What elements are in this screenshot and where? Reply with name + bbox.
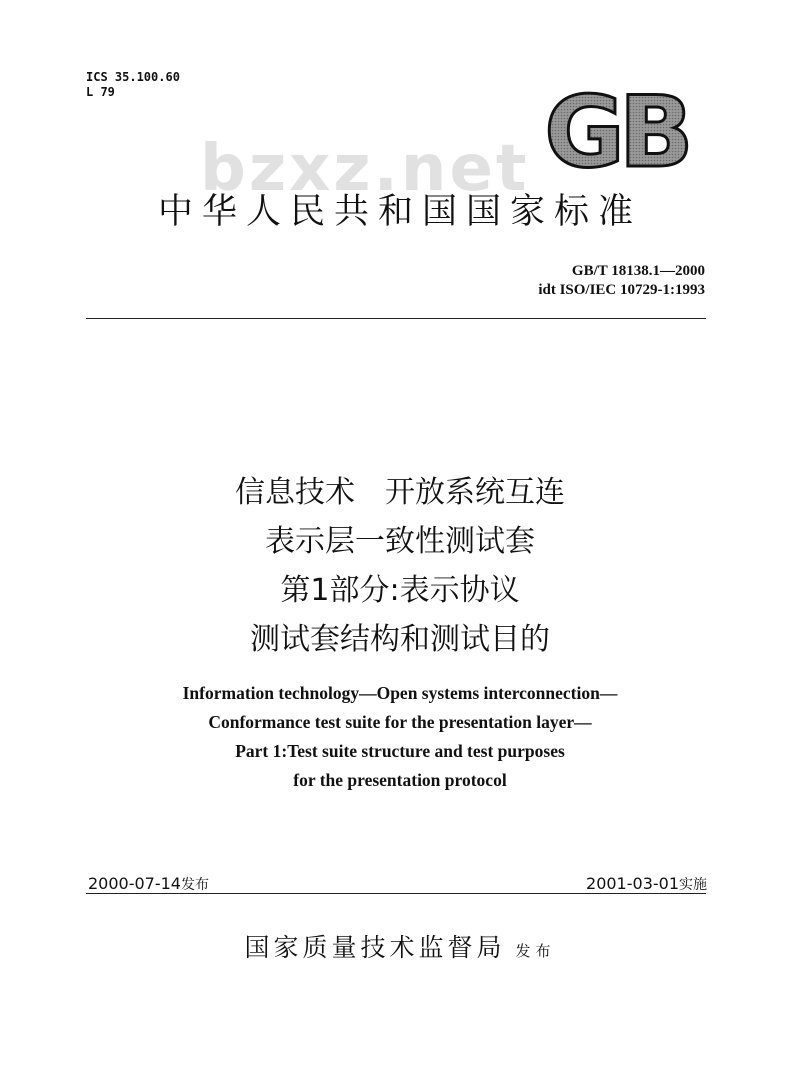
- chinese-title-line: 第1部分:表示协议: [280, 573, 520, 608]
- standard-number: GB/T 18138.1—2000: [571, 263, 705, 279]
- english-title: [0, 679, 800, 795]
- chinese-title-line: 测试套结构和测试目的: [250, 622, 550, 657]
- standard-codes: [538, 262, 705, 300]
- english-title-line: for the presentation protocol: [293, 770, 507, 790]
- chinese-title: [0, 468, 800, 664]
- english-title-line: Conformance test suite for the presentation layer—: [208, 712, 592, 732]
- identical-standard: idt ISO/IEC 10729-1:1993: [538, 282, 705, 298]
- issuer-publish-label: 发布: [515, 942, 556, 960]
- english-title-line: Information technology—Open systems interconnection—: [182, 683, 618, 703]
- chinese-title-line: 信息技术 开放系统互连: [235, 475, 565, 510]
- gb-logo-text: GB: [544, 90, 688, 172]
- ics-code: ICS 35.100.60: [86, 70, 180, 84]
- national-standard-title: 中华人民共和国国家标准: [157, 192, 642, 232]
- english-title-line: Part 1:Test suite structure and test purposes: [235, 741, 565, 761]
- implementation-date-label: 实施: [679, 877, 707, 893]
- issue-date: [88, 874, 209, 894]
- issue-date-label: 发布: [180, 877, 209, 893]
- chinese-title-line: 表示层一致性测试套: [265, 524, 535, 559]
- issuer-organization: 国家质量技术监督局: [244, 933, 506, 962]
- issue-date-value: 2000-07-14: [88, 874, 181, 893]
- bottom-divider: [86, 893, 706, 894]
- watermark: bzxz.net: [200, 132, 530, 206]
- classification-codes: [86, 70, 180, 100]
- issuer: [0, 928, 800, 964]
- implementation-date-value: 2001-03-01: [586, 874, 679, 893]
- implementation-date: [586, 874, 707, 894]
- gb-logo: [536, 90, 696, 172]
- top-divider: [86, 318, 706, 319]
- ccs-code: L 79: [86, 85, 115, 99]
